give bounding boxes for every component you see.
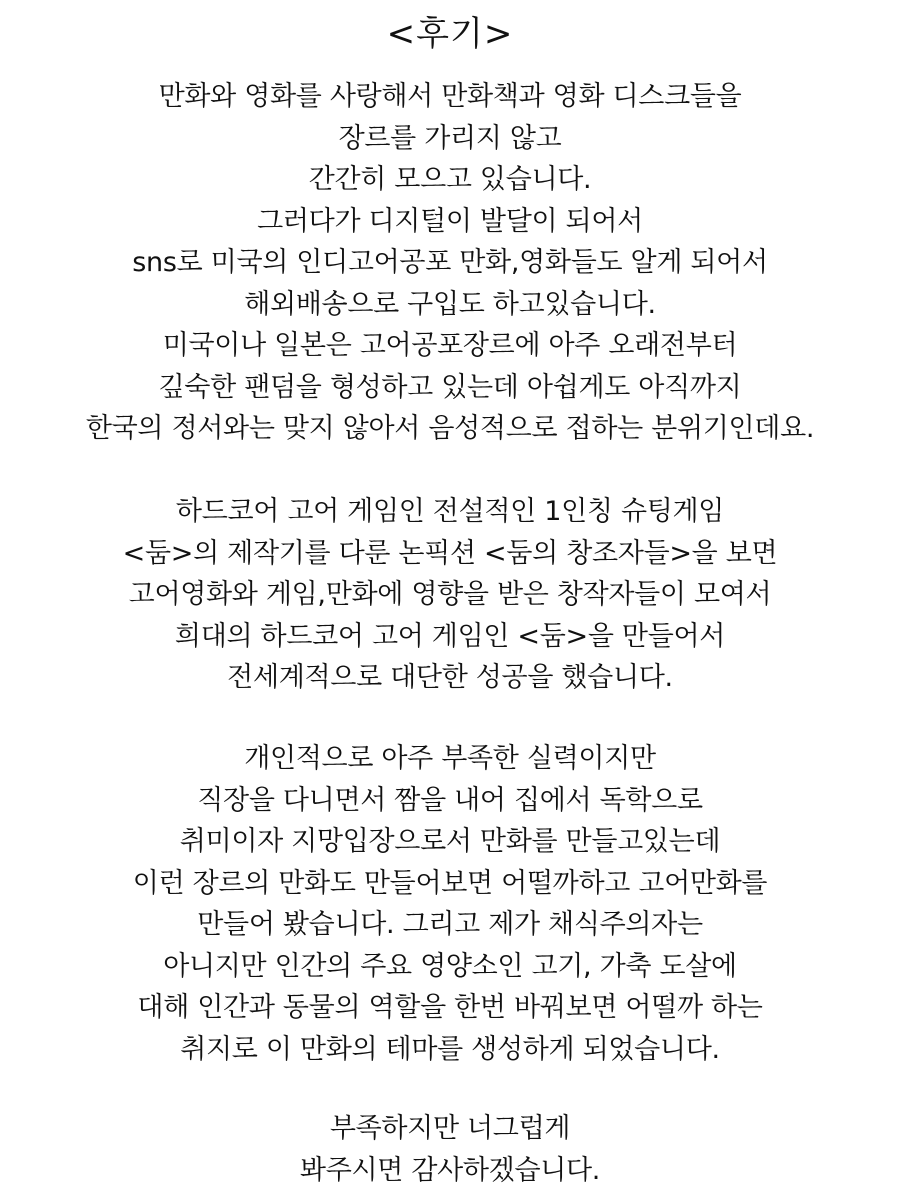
- paragraph-collecting: [0, 76, 900, 450]
- text-line: 미국이나 일본은 고어공포장르에 아주 오래전부터: [162, 330, 738, 361]
- text-line: <둠>의 제작기를 다룬 논픽션 <둠의 창조자들>을 보면: [122, 537, 778, 569]
- text-line: 취미이자 지망입장으로서 만화를 만들고있는데: [179, 826, 721, 857]
- text-line: 직장을 다니면서 짬을 내어 집에서 독학으로: [197, 784, 703, 816]
- paragraph-closing: [0, 1108, 900, 1191]
- text-line: 만화와 영화를 사랑해서 만화책과 영화 디스크들을: [158, 81, 742, 112]
- text-line: 해외배송으로 구입도 하고있습니다.: [244, 288, 656, 320]
- text-line: 한국의 정서와는 맞지 않아서 음성적으로 접하는 분위기인데요.: [85, 413, 815, 444]
- text-line: 개인적으로 아주 부족한 실력이지만: [244, 743, 656, 774]
- text-line: 이런 장르의 만화도 만들어보면 어떨까하고 고어만화를: [132, 867, 768, 899]
- text-line: 봐주시면 감사하겠습니다.: [299, 1154, 601, 1186]
- text-line: 아니지만 인간의 주요 영양소인 고기, 가축 도살에: [163, 950, 737, 982]
- text-line: 깊숙한 팬덤을 형성하고 있는데 아쉽게도 아직까지: [158, 371, 742, 403]
- text-line: 희대의 하드코어 고어 게임인 <둠>을 만들어서: [174, 620, 726, 652]
- paragraph-doom: [0, 491, 900, 699]
- text-line: 하드코어 고어 게임인 전설적인 1인칭 슈팅게임: [175, 496, 725, 527]
- paragraph-motivation: [0, 738, 900, 1070]
- text-line: 취지로 이 만화의 테마를 생성하게 되었습니다.: [180, 1033, 720, 1065]
- text-line: 만들어 봤습니다. 그리고 제가 채식주의자는: [197, 909, 703, 940]
- text-line: sns로 미국의 인디고어공포 만화,영화들도 알게 되어서: [132, 247, 768, 278]
- text-line: 간간히 모으고 있습니다.: [308, 164, 592, 195]
- text-line: 그러다가 디지털이 발달이 되어서: [257, 205, 643, 237]
- text-line: 전세계적으로 대단한 성공을 했습니다.: [227, 662, 673, 693]
- text-line: 고어영화와 게임,만화에 영향을 받은 창작자들이 모여서: [128, 579, 772, 610]
- page-title: <후기>: [386, 14, 514, 54]
- text-line: 부족하지만 너그럽게: [329, 1113, 571, 1144]
- text-line: 장르를 가리지 않고: [338, 122, 562, 154]
- text-line: 대해 인간과 동물의 역할을 한번 바꿔보면 어떨까 하는: [137, 992, 763, 1023]
